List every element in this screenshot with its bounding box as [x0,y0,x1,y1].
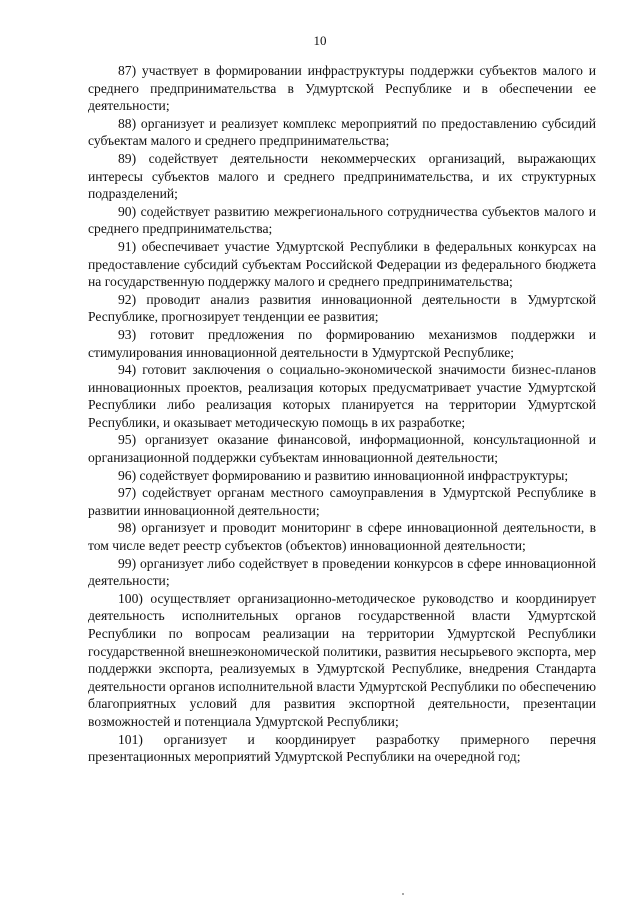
list-item: 91) обеспечивает участие Удмуртской Республики в федеральных конкурсах на предоставление субсидий субъектам Российской Федерации из федерального бюджета на государственную поддержку малого и среднего предпринимательства; [88,238,596,290]
list-item: 99) организует либо содействует в проведении конкурсов в сфере инновационной деятельности; [88,555,596,589]
list-item: 96) содействует формированию и развитию инновационной инфраструктуры; [118,467,569,483]
list-item: 93) готовит предложения по формированию механизмов поддержки и стимулирования инновационной деятельности в Удмуртской Республике; [88,326,596,360]
page-number: 10 [313,33,327,48]
list-item: 98) организует и проводит мониторинг в сфере инновационной деятельности, в том числе ведет реестр субъектов (объектов) инновационной деятельности; [88,520,596,554]
scan-speck [402,893,404,895]
list-item: 87) участвует в формировании инфраструктуры поддержки субъектов малого и среднего предпринимательства в Удмуртской Республике и в обеспечении ее деятельности; [88,63,596,114]
document-body [88,62,596,766]
list-item: 95) организует оказание финансовой, информационной, консультационной и организационной поддержки субъектам инновационной деятельности; [88,432,596,466]
list-item: 94) готовит заключения о социально-экономической значимости бизнес-планов инновационных проектов, реализация которых предусматривает участие Удмуртской Республики либо реализация которых планируется на территории Удмуртской Республики, и оказывает методическую помощь в их разработке; [88,362,596,430]
list-item: 89) содействует деятельности некоммерческих организаций, выражающих интересы субъектов малого и среднего предпринимательства, и их структурных подразделений; [88,150,596,202]
list-item: 97) содействует органам местного самоуправления в Удмуртской Республике в развитии инновационной деятельности; [88,485,596,518]
list-item: 100) осуществляет организационно-методическое руководство и координирует деятельность исполнительных органов государственной власти Удмуртской Республики по вопросам реализации на территории Удмуртской Республики государственной внешнеэкономической политики, развития несырьевого экспорта, мер поддержки экспорта, реализуемых в Удмуртской Республике, внедрения Стандарта деятельности органов исполнительной власти Удмуртской Республики по обеспечению благоприятных условий для развития экспортной деятельности, презентации возможностей и потенциала Удмуртской Республики; [88,590,596,729]
list-item: 92) проводит анализ развития инновационной деятельности в Удмуртской Республике, прогнозирует тенденции ее развития; [88,291,596,325]
list-item: 101) организует и координирует разработку примерного перечня презентационных мероприятий Удмуртской Республики на очередной год; [88,731,596,765]
list-item: 90) содействует развитию межрегионального сотрудничества субъектов малого и среднего предпринимательства; [88,203,596,237]
list-item: 88) организует и реализует комплекс мероприятий по предоставлению субсидий субъектам малого и среднего предпринимательства; [88,115,596,149]
